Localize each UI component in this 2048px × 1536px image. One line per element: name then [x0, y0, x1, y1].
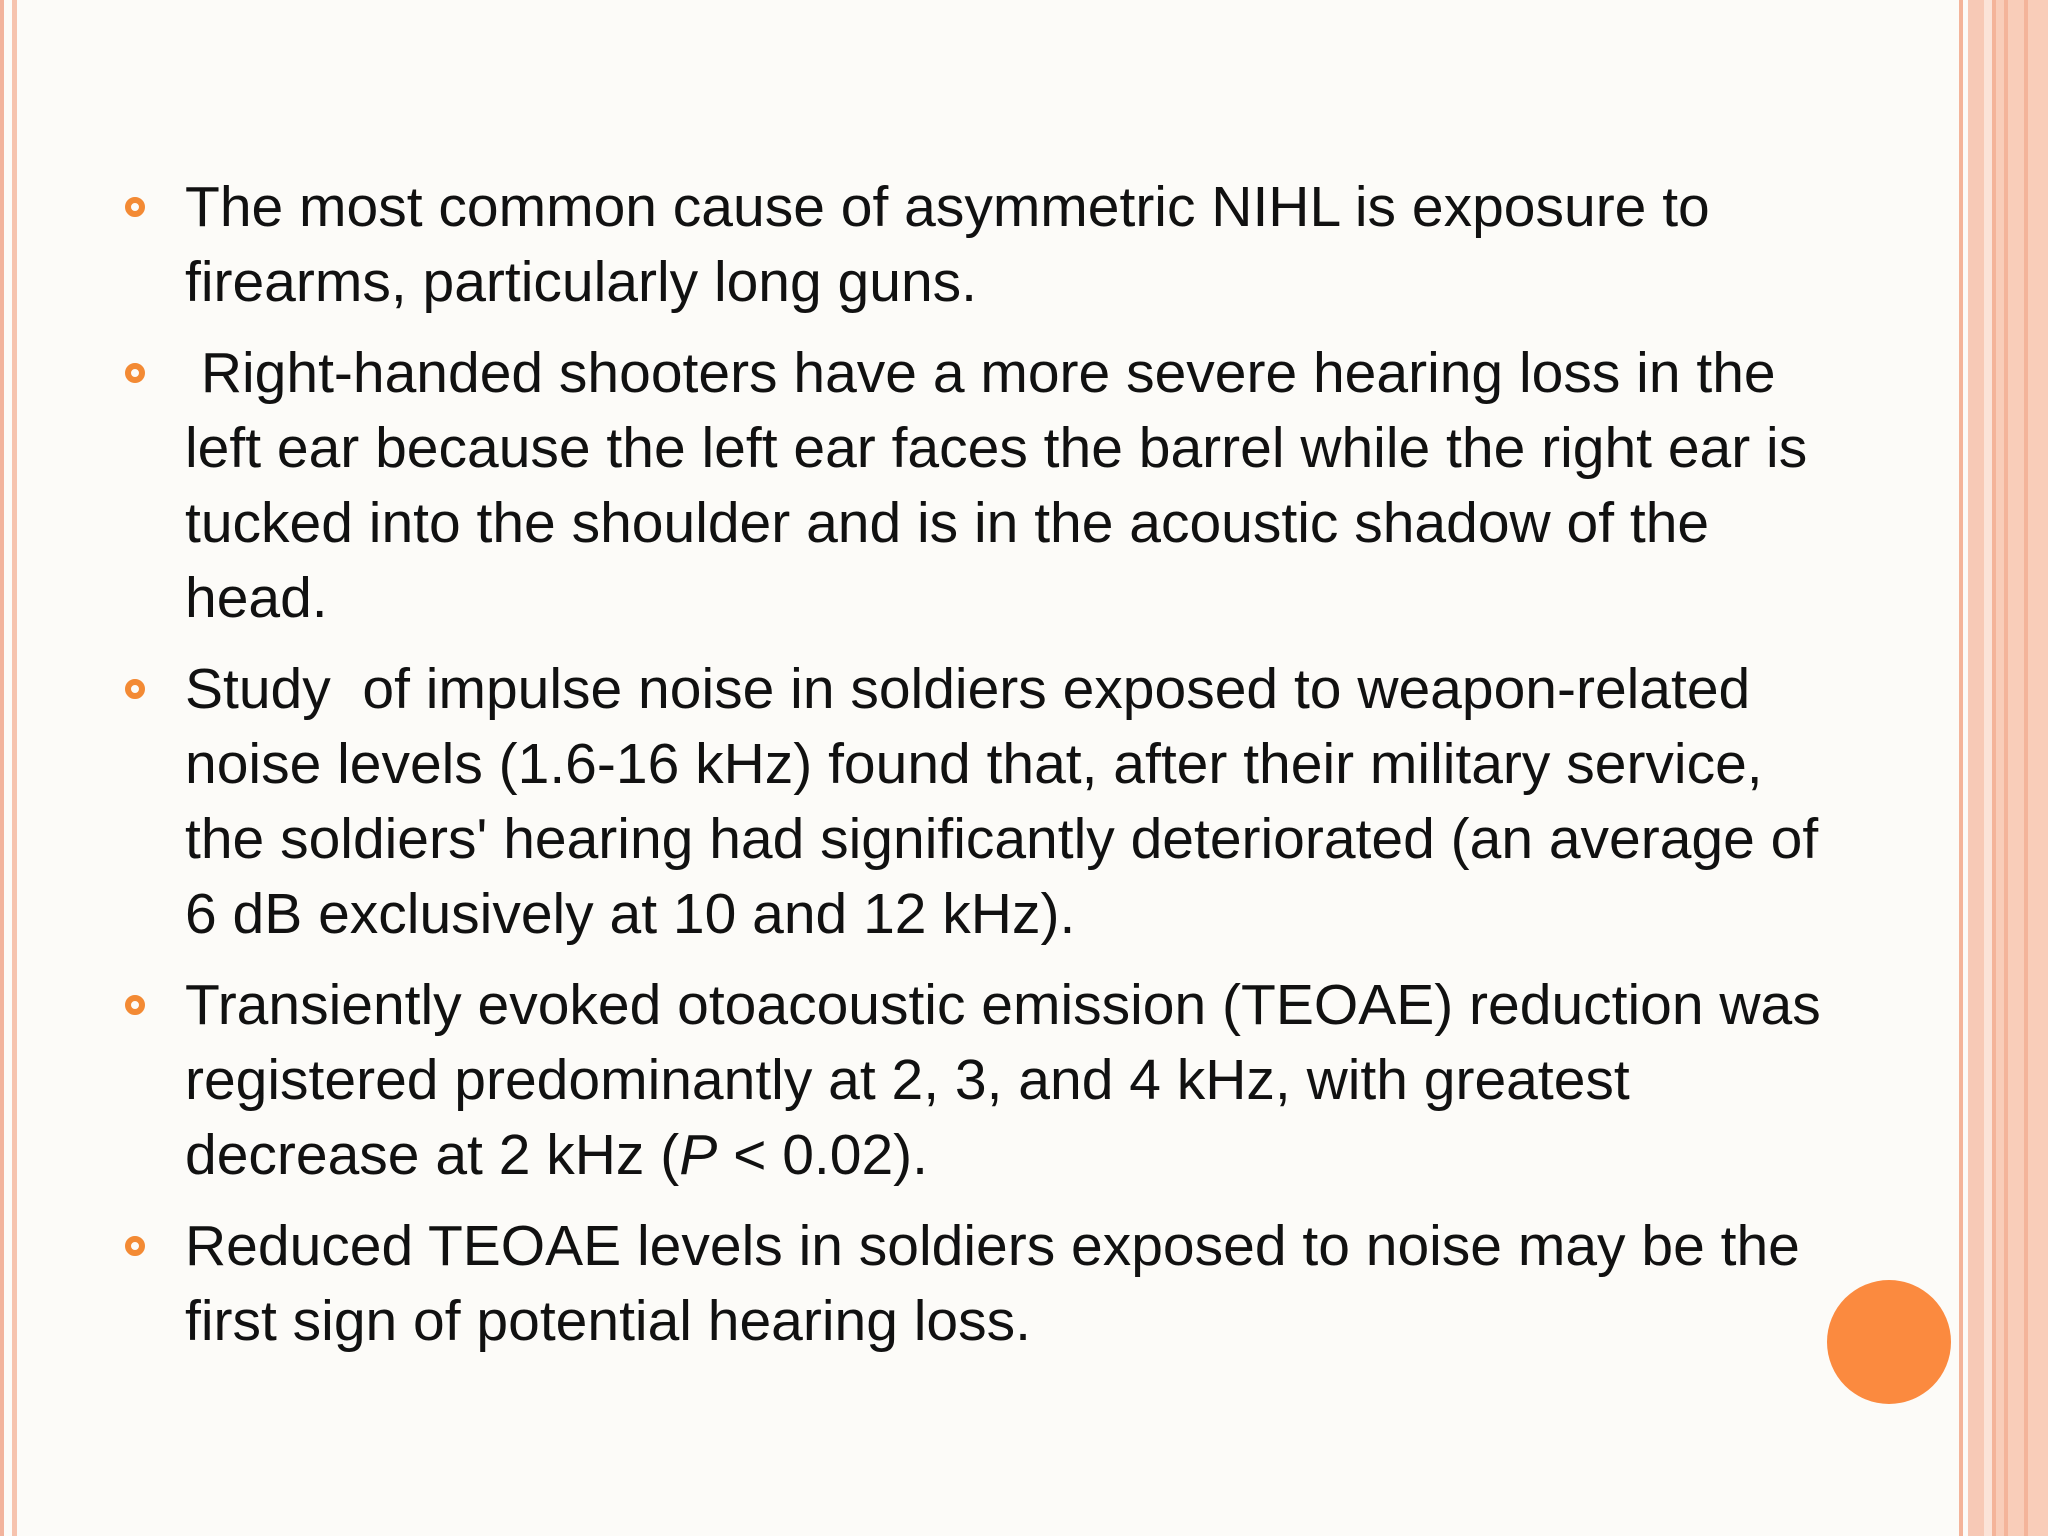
bullet-text-part: Transiently evoked otoacoustic emission (TEOAE) reduction was registered predominantly at 2, 3, and 4 kHz, with greatest decrease at 2 kHz (: [185, 973, 1821, 1187]
bullet-icon: [125, 679, 145, 699]
right-border-stripe: [1992, 0, 1996, 1536]
bullet-text: Reduced TEOAE levels in soldiers exposed to noise may be the first sign of potential hearing loss.: [185, 1214, 1800, 1353]
bullet-icon: [125, 197, 145, 217]
right-border-stripe: [1968, 0, 1984, 1536]
bullet-item: [0, 170, 1880, 320]
bullet-item: [0, 968, 1880, 1193]
bullet-icon: [125, 363, 145, 383]
p-value-symbol: P: [679, 1123, 718, 1187]
bullet-item: [0, 336, 1880, 636]
bullet-item: [0, 1209, 1880, 1359]
bullet-item: [0, 652, 1880, 952]
right-border-stripe: [1984, 0, 1992, 1536]
bullet-text-part: < 0.02).: [717, 1123, 928, 1187]
right-border-stripe: [1959, 0, 1963, 1536]
bullet-text: Study of impulse noise in soldiers exposed to weapon-related noise levels (1.6-16 kHz) found that, after their military service, the soldiers' hearing had significantly deteriorated (an average of 6 dB exclusively at 10 and 12 kHz).: [185, 657, 1835, 946]
bullet-text: [185, 968, 1825, 1193]
bullet-list: [0, 170, 1880, 1375]
bullet-icon: [125, 995, 145, 1015]
right-border-stripe: [2004, 0, 2008, 1536]
bullet-text: Right-handed shooters have a more severe hearing loss in the left ear because the left ear faces the barrel while the right ear is tucked into the shoulder and is in the acoustic shadow of the head.: [185, 341, 1824, 630]
bullet-icon: [125, 1236, 145, 1256]
right-border-stripe: [2024, 0, 2028, 1536]
bullet-text: The most common cause of asymmetric NIHL is exposure to firearms, particularly long guns.: [185, 175, 1710, 314]
